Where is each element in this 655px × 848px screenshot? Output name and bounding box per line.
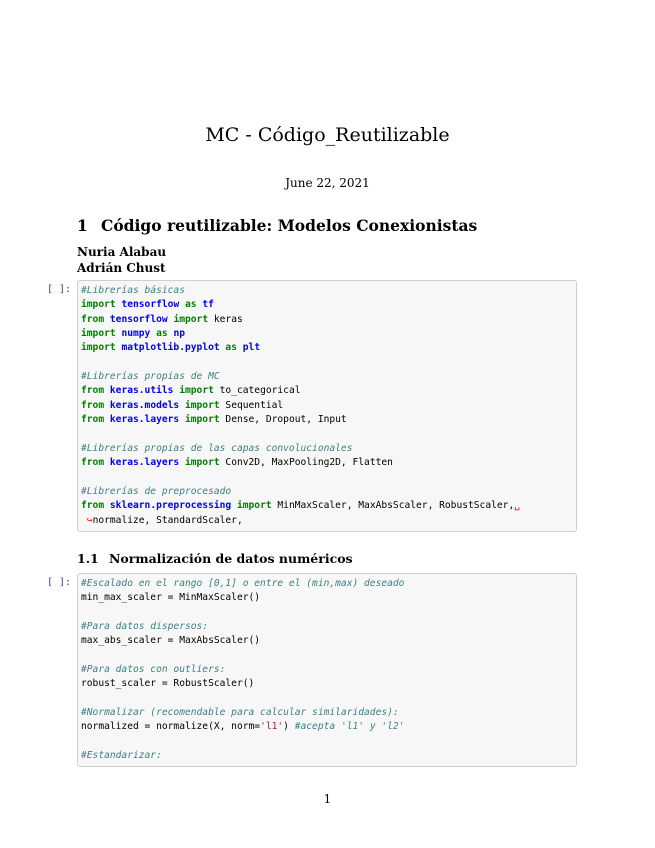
code-line: [81, 606, 404, 620]
cell-prompt: [ ]:: [47, 284, 72, 295]
code-comment: #Normalizar (recomendable para calcular similaridades):: [81, 707, 399, 719]
subsection-title: Normalización de datos numéricos: [109, 551, 353, 566]
code-keyword: import: [236, 500, 272, 512]
code-text: min_max_scaler = MinMaxScaler(): [81, 592, 261, 604]
code-keyword: import: [179, 385, 214, 397]
code-comment: #acepta 'l1' y 'l2': [294, 721, 405, 733]
code-line: [81, 634, 404, 648]
code-comment: #Librerías de preprocesado: [81, 485, 232, 497]
code-line: [81, 298, 520, 312]
code-line: [81, 327, 520, 341]
code-line: [81, 356, 520, 370]
code-module: tf: [202, 299, 214, 311]
line-wrap-marker: ␣: [514, 500, 520, 512]
section-heading: [77, 216, 477, 235]
code-cell[interactable]: [77, 573, 577, 767]
author-name: Nuria Alabau: [77, 245, 167, 259]
code-module: keras.layers: [109, 457, 180, 469]
code-keyword: import: [184, 457, 220, 469]
code-text: to_categorical: [213, 385, 301, 397]
document-title: MC - Código_Reutilizable: [205, 124, 450, 146]
code-line: [81, 591, 404, 605]
code-keyword: import: [173, 313, 209, 325]
code-text: Dense, Dropout, Input: [219, 414, 347, 426]
code-keyword: import: [81, 299, 116, 311]
code-line: [81, 692, 404, 706]
code-line: [81, 735, 404, 749]
section-title: Código reutilizable: Modelos Conexionistas: [101, 216, 478, 235]
code-comment: #Librerías básicas: [81, 285, 185, 296]
code-comment: #Para datos con outliers:: [81, 664, 226, 676]
code-line: [81, 749, 404, 763]
code-comment: #Librerías propias de las capas convolucionales: [81, 442, 353, 454]
code-line: [81, 456, 520, 470]
code-comment: #Escalado en el rango [0,1] o entre el (min,max) deseado: [81, 578, 405, 589]
code-keyword: as: [184, 299, 197, 311]
code-line: [81, 284, 520, 298]
code-module: tensorflow: [121, 299, 180, 311]
code-line: [81, 620, 404, 634]
document-date: June 22, 2021: [285, 176, 370, 190]
code-module: tensorflow: [109, 313, 168, 325]
code-text: robust_scaler = RobustScaler(): [81, 678, 255, 690]
code-line: [81, 427, 520, 441]
code-block: [81, 577, 404, 763]
code-keyword: import: [81, 328, 116, 340]
code-keyword: from: [81, 385, 105, 397]
code-line: [81, 370, 520, 384]
code-module: keras.utils: [109, 385, 174, 397]
code-text: normalized = normalize(X, norm=: [81, 721, 261, 733]
code-keyword: from: [81, 500, 105, 512]
code-line: [81, 470, 520, 484]
cell-prompt: [ ]:: [47, 577, 72, 588]
code-line: [81, 313, 520, 327]
code-line: [81, 706, 404, 720]
subsection-heading: [77, 551, 353, 566]
code-keyword: import: [81, 342, 116, 354]
code-keyword: import: [184, 414, 220, 426]
code-line: [81, 649, 404, 663]
code-string: 'l1': [260, 721, 284, 733]
code-text: keras: [208, 313, 243, 325]
code-line: [81, 663, 404, 677]
code-text: Conv2D, MaxPooling2D, Flatten: [219, 457, 393, 469]
code-line: [81, 399, 520, 413]
line-wrap-marker: ↪: [81, 514, 93, 526]
code-text: max_abs_scaler = MaxAbsScaler(): [81, 635, 261, 647]
code-line: [81, 413, 520, 427]
code-block: [81, 284, 520, 528]
code-text: ): [283, 721, 295, 733]
code-keyword: from: [81, 313, 105, 325]
code-cell[interactable]: [77, 280, 577, 532]
code-line: [81, 514, 520, 528]
code-module: keras.models: [109, 399, 180, 411]
section-number: 1: [77, 216, 88, 235]
page-number: 1: [323, 792, 332, 806]
code-comment: #Librerías propias de MC: [81, 371, 220, 383]
code-keyword: as: [156, 328, 168, 340]
code-keyword: from: [81, 457, 105, 469]
code-line: [81, 485, 520, 499]
code-module: matplotlib.pyplot: [121, 342, 220, 354]
code-line: [81, 442, 520, 456]
code-line: [81, 384, 520, 398]
code-line: [81, 577, 404, 591]
code-line: [81, 720, 404, 734]
code-keyword: from: [81, 414, 105, 426]
code-comment: #Para datos dispersos:: [81, 621, 209, 633]
code-keyword: import: [184, 399, 220, 411]
code-keyword: as: [225, 342, 237, 354]
subsection-number: 1.1: [77, 551, 99, 566]
code-module: keras.layers: [109, 414, 180, 426]
author-name: Adrián Chust: [77, 261, 166, 275]
code-keyword: from: [81, 399, 105, 411]
code-text: MinMaxScaler, MaxAbsScaler, RobustScaler,: [271, 500, 515, 512]
code-line: [81, 341, 520, 355]
code-comment: #Estandarizar:: [81, 750, 162, 762]
code-module: sklearn.preprocessing: [109, 500, 232, 512]
code-text: Sequential: [219, 399, 284, 411]
code-module: numpy: [121, 328, 151, 340]
code-module: np: [173, 328, 186, 340]
code-module: plt: [242, 342, 261, 354]
code-line: [81, 677, 404, 691]
code-line: [81, 499, 520, 513]
code-text: normalize, StandardScaler,: [92, 514, 243, 526]
